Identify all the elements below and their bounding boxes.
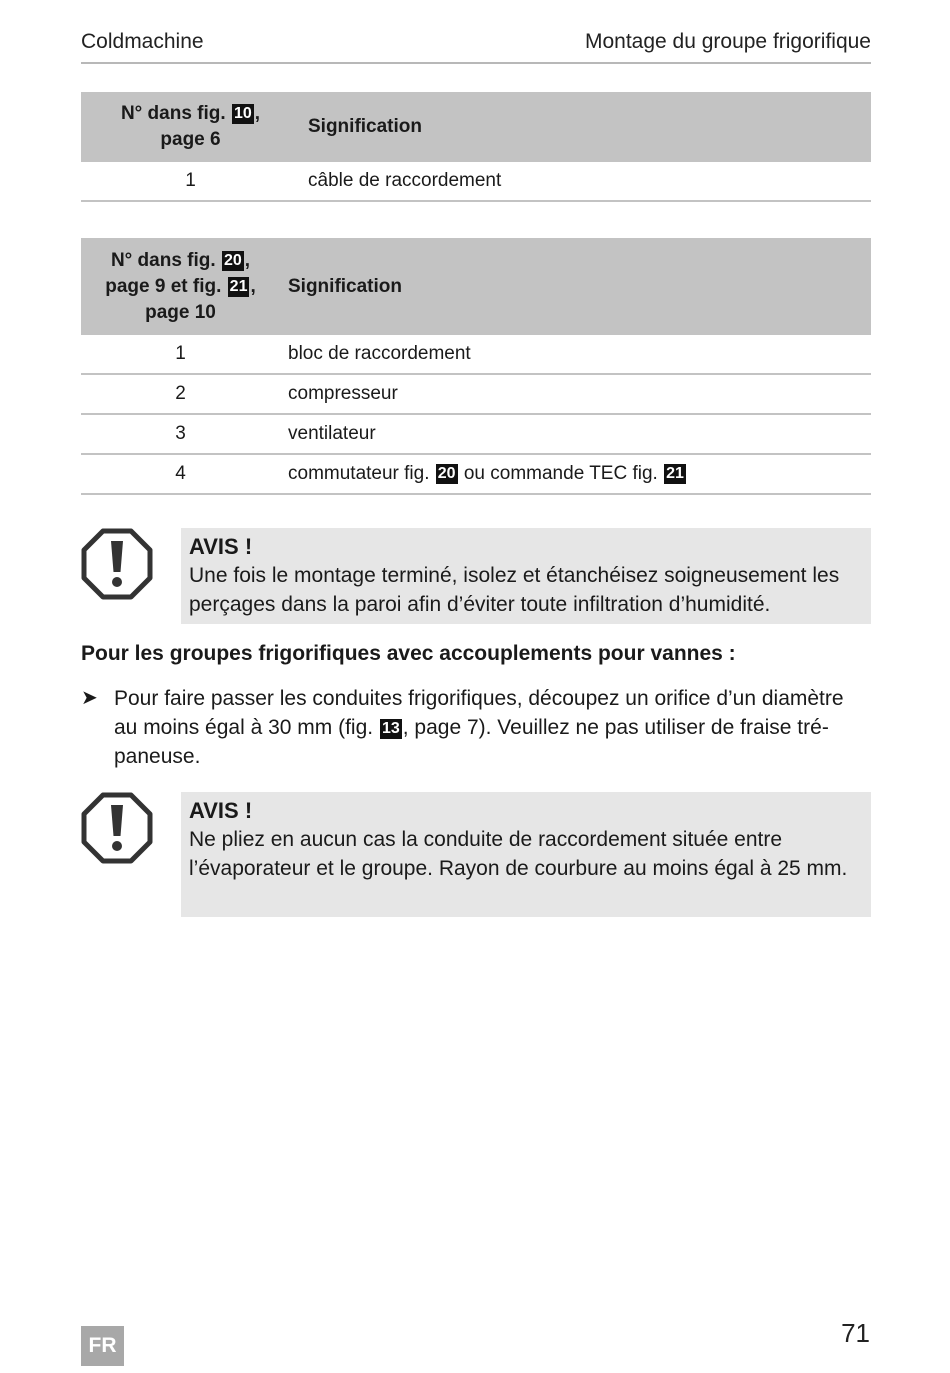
table-row <box>81 335 871 374</box>
figure-number: 13 <box>381 720 400 737</box>
figure-number: 20 <box>223 251 242 269</box>
row-meaning: commutateur fig. 20 ou commande TEC fig. 21 <box>280 454 871 494</box>
figure-number: 21 <box>666 465 684 482</box>
exclamation-octagon-icon <box>81 792 153 864</box>
notice-content <box>181 792 871 917</box>
row-meaning: câble de raccordement <box>300 162 871 201</box>
figure-number: 20 <box>437 465 456 482</box>
legend-table-fig-10 <box>81 92 871 202</box>
column-header-meaning: Signification <box>280 238 871 335</box>
row-meaning: compresseur <box>280 374 871 414</box>
figure-number: 10 <box>233 105 252 122</box>
row-meaning: bloc de raccordement <box>280 335 871 374</box>
notice-box <box>81 792 871 917</box>
row-number: 2 <box>81 374 280 414</box>
notice-title: AVIS ! <box>189 798 253 823</box>
page-number: 71 <box>841 1318 870 1348</box>
section-heading: Pour les groupes frigorifiques avec accouplements pour vannes : <box>81 642 736 665</box>
column-header-number: N° dans fig. 20 , page 9 et fig. 21 , page 10 <box>81 238 280 335</box>
notice-text: Ne pliez en aucun cas la conduite de raccordement située entre l’évaporateur et le groupe. Rayon de courbure au moins égal à 25 mm. <box>189 828 848 880</box>
row-meaning: ventilateur <box>280 414 871 454</box>
table-header-row <box>81 92 871 162</box>
row-number: 1 <box>81 335 280 374</box>
table-row <box>81 454 871 494</box>
figure-number: 21 <box>229 277 248 295</box>
step-text: Pour faire passer les conduites frigorifiques, découpez un orifice d’un diamètre au moins égal à 30 mm (fig. 13 , page 7). Veuillez ne pas utiliser de fraise trépaneuse. <box>114 687 844 768</box>
column-header-number: N° dans fig. 10 , page 6 <box>81 92 300 162</box>
table-row <box>81 162 871 201</box>
table-row <box>81 374 871 414</box>
row-number: 1 <box>81 162 300 201</box>
row-number: 4 <box>81 454 280 494</box>
row-number: 3 <box>81 414 280 454</box>
chapter-title: Montage du groupe frigorifique <box>584 30 871 53</box>
table-header-row <box>81 238 871 335</box>
notice-content <box>181 528 871 624</box>
exclamation-octagon-icon <box>81 528 153 600</box>
table-row <box>81 414 871 454</box>
column-header-meaning: Signification <box>300 92 871 162</box>
language-tag: FR <box>81 1326 124 1366</box>
notice-box <box>81 528 871 624</box>
page-header <box>81 30 871 64</box>
notice-title: AVIS ! <box>189 534 253 559</box>
instruction-step <box>81 684 871 771</box>
legend-table-fig-20-21 <box>81 238 871 495</box>
notice-text: Une fois le montage terminé, isolez et étanchéisez soigneusement les perçages dans la paroi afin d’éviter toute infiltration d’humidité. <box>189 564 840 616</box>
document-title: Coldmachine <box>81 30 204 53</box>
arrow-bullet-icon: ➤ <box>81 687 98 709</box>
